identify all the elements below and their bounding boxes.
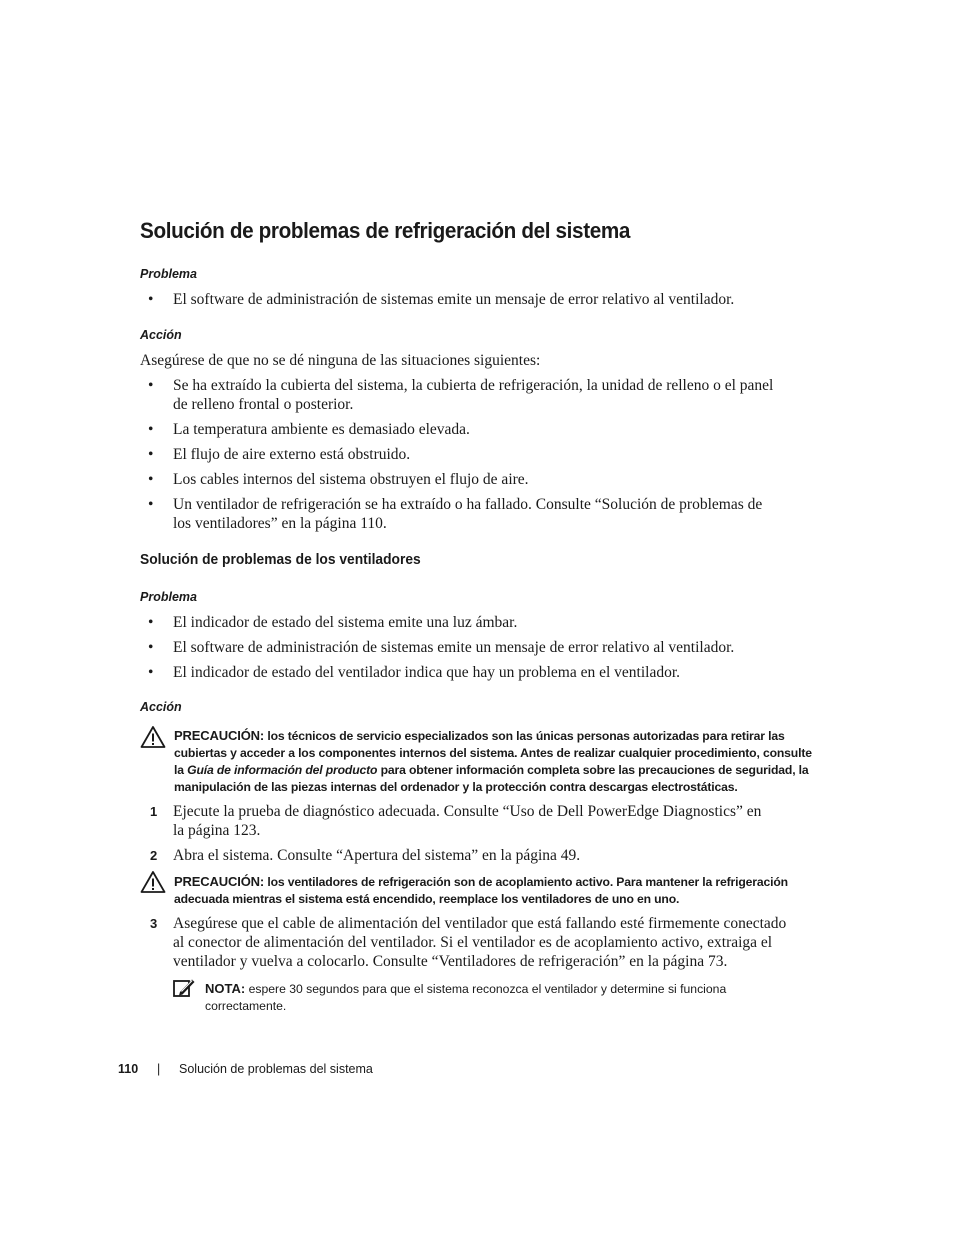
footer-separator: | — [157, 1062, 161, 1076]
footer-chapter: Solución de problemas del sistema — [179, 1062, 373, 1076]
bullet-glyph: • — [148, 291, 154, 308]
action-intro: Asegúrese de que no se dé ninguna de las situaciones siguientes: — [140, 352, 541, 369]
problem-label: Problema — [140, 590, 197, 604]
note-text: NOTA: espere 30 segundos para que el sistema reconozca el ventilador y determine si funciona correctamente. — [205, 981, 727, 1013]
page-number: 110 — [118, 1062, 139, 1076]
page-title: Solución de problemas de refrigeración del sistema — [140, 218, 631, 243]
section-heading: Solución de problemas de los ventiladores — [140, 551, 421, 568]
caution-note: PRECAUCIÓN: los técnicos de servicio especializados son las únicas personas autorizadas para retirar las cubiertas y acceder a los componentes internos del sistema. Antes de realizar cualquier procedimiento, consulte la Guía de información del producto para obtener información completa sobre las precauciones de seguridad, la manipulación de las piezas internas del ordenador y la protección contra descargas electrostáticas. — [174, 728, 812, 794]
caution-triangle-icon — [140, 870, 166, 894]
caution-triangle-icon — [140, 725, 166, 749]
action-label: Acción — [140, 328, 182, 342]
caution-note: PRECAUCIÓN: los ventiladores de refrigeración son de acoplamiento activo. Para mantener la refrigeración adecuada mientras el sistema está encendido, reemplace los ventiladores de uno en uno. — [174, 874, 788, 906]
note-pencil-icon — [172, 977, 196, 999]
action-label: Acción — [140, 700, 182, 714]
problem-label: Problema — [140, 267, 197, 281]
